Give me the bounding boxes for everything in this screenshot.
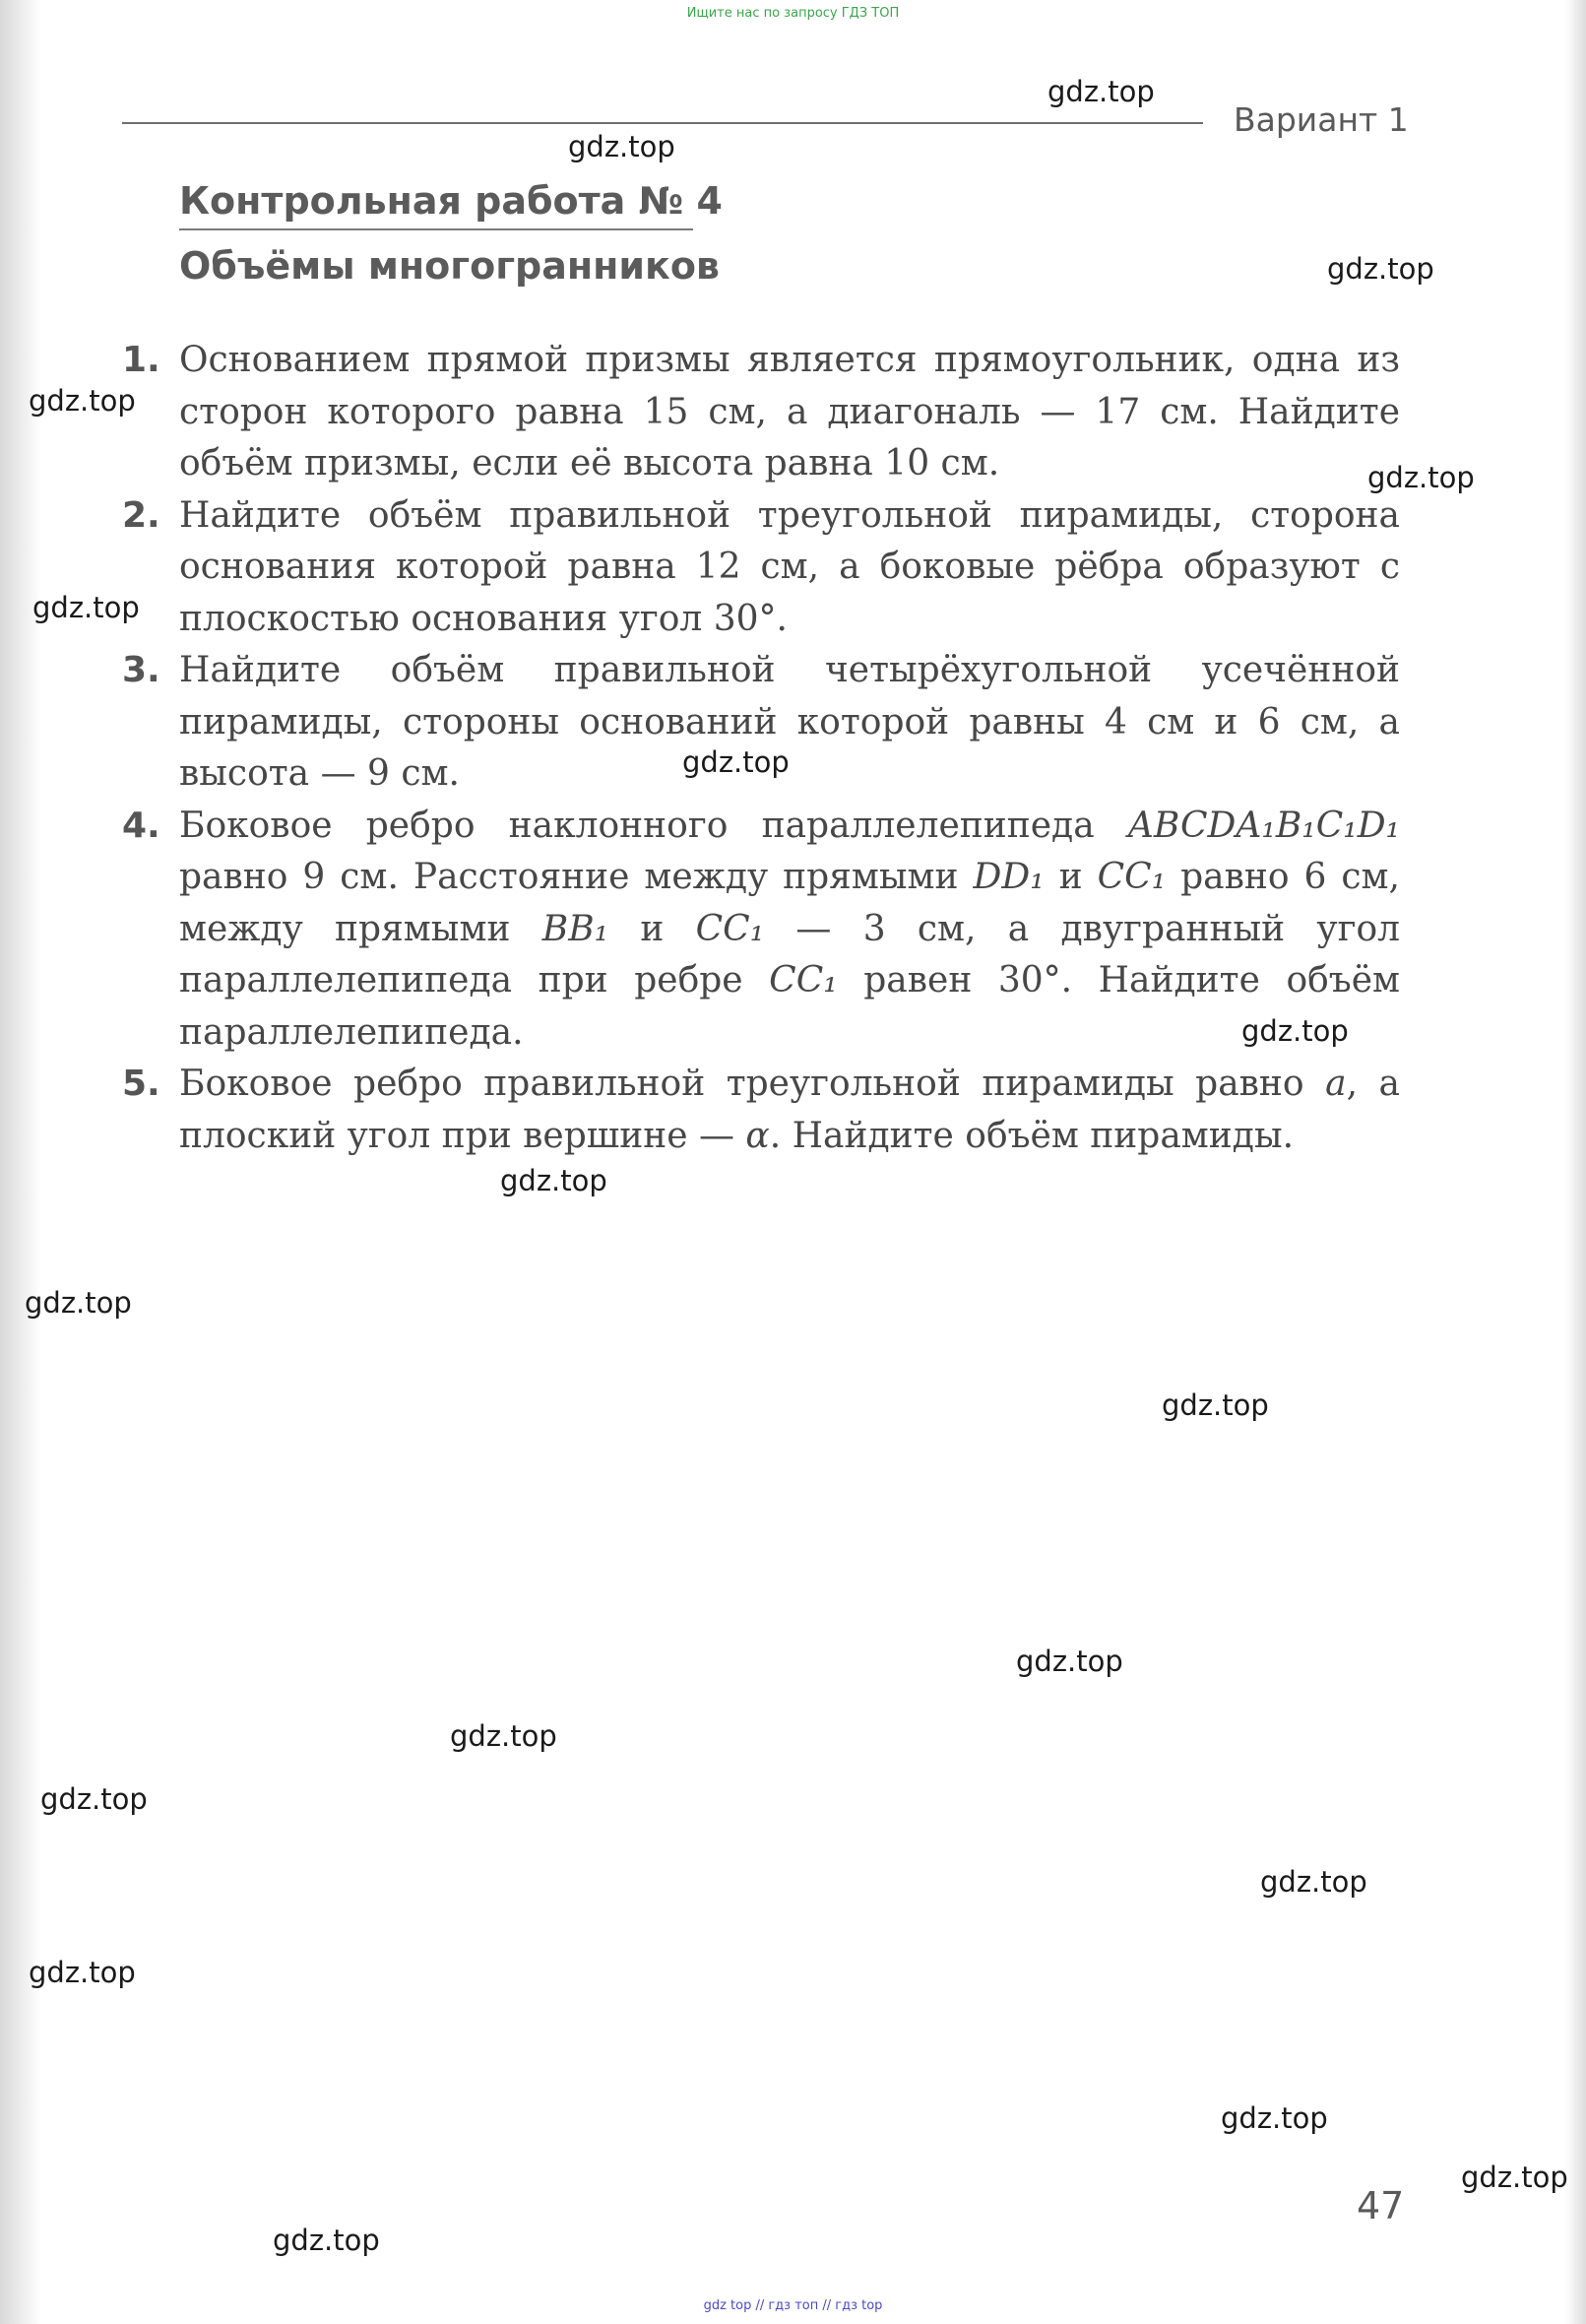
watermark: gdz.top [1241,1014,1349,1048]
watermark: gdz.top [1260,1865,1367,1899]
watermark: gdz.top [29,384,136,418]
problem-text-part: и [608,908,696,949]
problem-text-part: и [1044,857,1098,897]
problem-text-part: . Найдите объём пирамиды. [769,1115,1295,1156]
problem-text-part: Боковое ребро наклонного параллелепипеда [179,805,1128,846]
math-expression: CC₁ [769,960,838,1001]
bottom-banner: gdz top // гдз топ // гдз top [703,2298,883,2313]
math-expression: ABCDA₁B₁C₁D₁ [1127,805,1400,846]
problem-text-part: Боковое ребро правильной треугольной пирамиды равно [179,1064,1326,1104]
title-underline [179,228,693,230]
watermark: gdz.top [1327,252,1434,286]
math-expression: a [1325,1064,1347,1104]
header-rule [122,122,1203,124]
watermark: gdz.top [273,2224,380,2257]
problem-text-part: равно 9 см. Расстояние между прямыми [179,857,974,897]
work-title: Контрольная работа № 4 [179,179,723,223]
watermark: gdz.top [40,1782,148,1816]
problem-1 [122,335,1400,490]
problem-list [122,335,1400,1162]
math-expression: CC₁ [1097,857,1167,897]
watermark: gdz.top [29,1956,136,1989]
watermark: gdz.top [25,1286,132,1320]
math-expression: BB₁ [541,908,609,949]
variant-label: Вариант 1 [1234,100,1409,139]
problem-number: 1. [122,340,160,380]
page-shadow-right [1564,0,1586,2324]
watermark: gdz.top [682,745,790,779]
math-expression: α [745,1115,770,1156]
problem-2 [122,490,1400,646]
problem-5 [122,1059,1400,1162]
topic-title: Объёмы многогранников [179,244,720,288]
problem-text: Найдите объём правильной четырёхугольной усечённой пирамиды, стороны оснований которой равны 4 см и 6 см, а высота — 9 см. [179,650,1400,794]
problem-number: 5. [122,1064,160,1104]
watermark: gdz.top [500,1164,607,1197]
watermark: gdz.top [32,591,140,624]
page-number: 47 [1357,2184,1405,2227]
problem-text: Найдите объём правильной треугольной пирамиды, сторона основания которой равна 12 см, а боковые рёбра образуют с плоскостью основания угол 30°. [179,494,1400,639]
watermark: gdz.top [1047,75,1155,108]
problem-3 [122,645,1400,801]
top-banner: Ищите нас по запросу ГДЗ ТОП [686,6,900,21]
watermark: gdz.top [1162,1388,1269,1422]
problem-text-part: , а плоский угол при вершине — [179,1064,1400,1156]
problem-text-part: равен 30°. Найдите объём параллелепипеда. [179,960,1400,1053]
math-expression: CC₁ [695,908,765,949]
watermark: gdz.top [568,130,675,163]
watermark: gdz.top [450,1719,557,1753]
watermark: gdz.top [1016,1645,1123,1678]
problem-text: Основанием прямой призмы является прямоугольник, одна из сторон которого равна 15 см, а диагональ — 17 см. Найдите объём призмы, если её высота равна 10 см. [179,340,1400,484]
problem-number: 3. [122,650,160,690]
watermark: gdz.top [1367,461,1475,494]
math-expression: DD₁ [973,857,1045,897]
problem-number: 4. [122,805,160,846]
watermark: gdz.top [1461,2161,1568,2194]
problem-number: 2. [122,494,160,536]
problem-text-part: — 3 см, а двугранный угол параллелепипеда при ребре [179,908,1400,1001]
problem-4 [122,801,1400,1060]
problem-text-part: равно 6 см, между прямыми [179,857,1400,949]
watermark: gdz.top [1221,2101,1328,2135]
